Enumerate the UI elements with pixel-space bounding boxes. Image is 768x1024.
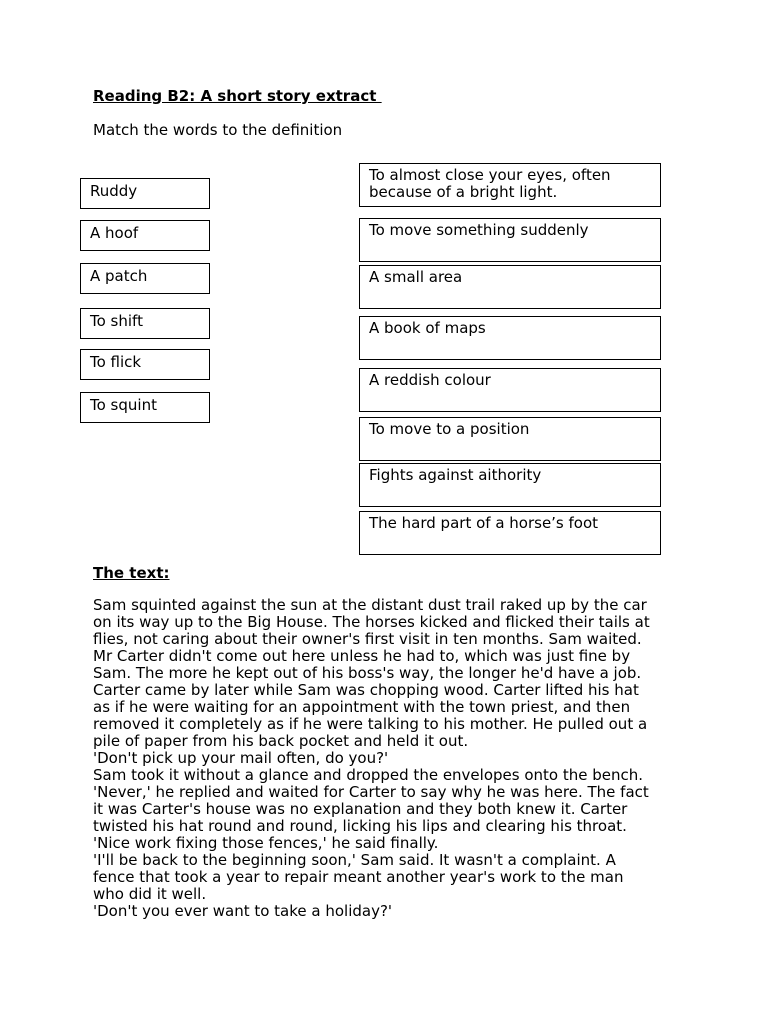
story-line: Sam squinted against the sun at the distant dust trail raked up by the car <box>93 596 647 614</box>
story-text <box>93 597 683 920</box>
worksheet-title: Reading B2: A short story extract <box>93 87 382 105</box>
definition-box-5: A reddish colour <box>359 368 661 412</box>
definition-box-1: To almost close your eyes, often because of a bright light. <box>359 163 661 207</box>
story-line: 'Nice work fixing those fences,' he said finally. <box>93 834 439 852</box>
instruction-text: Match the words to the definition <box>93 121 343 139</box>
story-line: Sam. The more he kept out of his boss's way, the longer he'd have a job. <box>93 664 642 682</box>
word-box-flick: To flick <box>80 349 210 380</box>
definition-box-8: The hard part of a horse’s foot <box>359 511 661 555</box>
story-line: flies, not caring about their owner's first visit in ten months. Sam waited. <box>93 630 642 648</box>
story-line: twisted his hat round and round, licking his lips and clearing his throat. <box>93 817 627 835</box>
definition-box-4: A book of maps <box>359 316 661 360</box>
word-box-ruddy: Ruddy <box>80 178 210 209</box>
word-box-patch: A patch <box>80 263 210 294</box>
story-line: Sam took it without a glance and dropped the envelopes onto the bench. <box>93 766 644 784</box>
story-line: 'I'll be back to the beginning soon,' Sam said. It wasn't a complaint. A <box>93 851 616 869</box>
text-heading: The text: <box>93 564 170 582</box>
story-line: 'Don't you ever want to take a holiday?' <box>93 902 393 920</box>
word-box-hoof: A hoof <box>80 220 210 251</box>
story-line: Mr Carter didn't come out here unless he had to, which was just fine by <box>93 647 631 665</box>
story-line: 'Don't pick up your mail often, do you?' <box>93 749 389 767</box>
story-line: on its way up to the Big House. The horses kicked and flicked their tails at <box>93 613 650 631</box>
word-box-squint: To squint <box>80 392 210 423</box>
definition-box-6: To move to a position <box>359 417 661 461</box>
definition-box-2: To move something suddenly <box>359 218 661 262</box>
story-line: removed it completely as if he were talking to his mother. He pulled out a <box>93 715 648 733</box>
story-line: 'Never,' he replied and waited for Carter to say why he was here. The fact <box>93 783 649 801</box>
story-line: pile of paper from his back pocket and held it out. <box>93 732 469 750</box>
story-line: fence that took a year to repair meant another year's work to the man <box>93 868 624 886</box>
story-line: who did it well. <box>93 885 207 903</box>
story-line: Carter came by later while Sam was chopping wood. Carter lifted his hat <box>93 681 639 699</box>
story-line: as if he were waiting for an appointment with the town priest, and then <box>93 698 631 716</box>
definition-box-3: A small area <box>359 265 661 309</box>
definition-box-7: Fights against aithority <box>359 463 661 507</box>
word-box-shift: To shift <box>80 308 210 339</box>
story-line: it was Carter's house was no explanation and they both knew it. Carter <box>93 800 628 818</box>
